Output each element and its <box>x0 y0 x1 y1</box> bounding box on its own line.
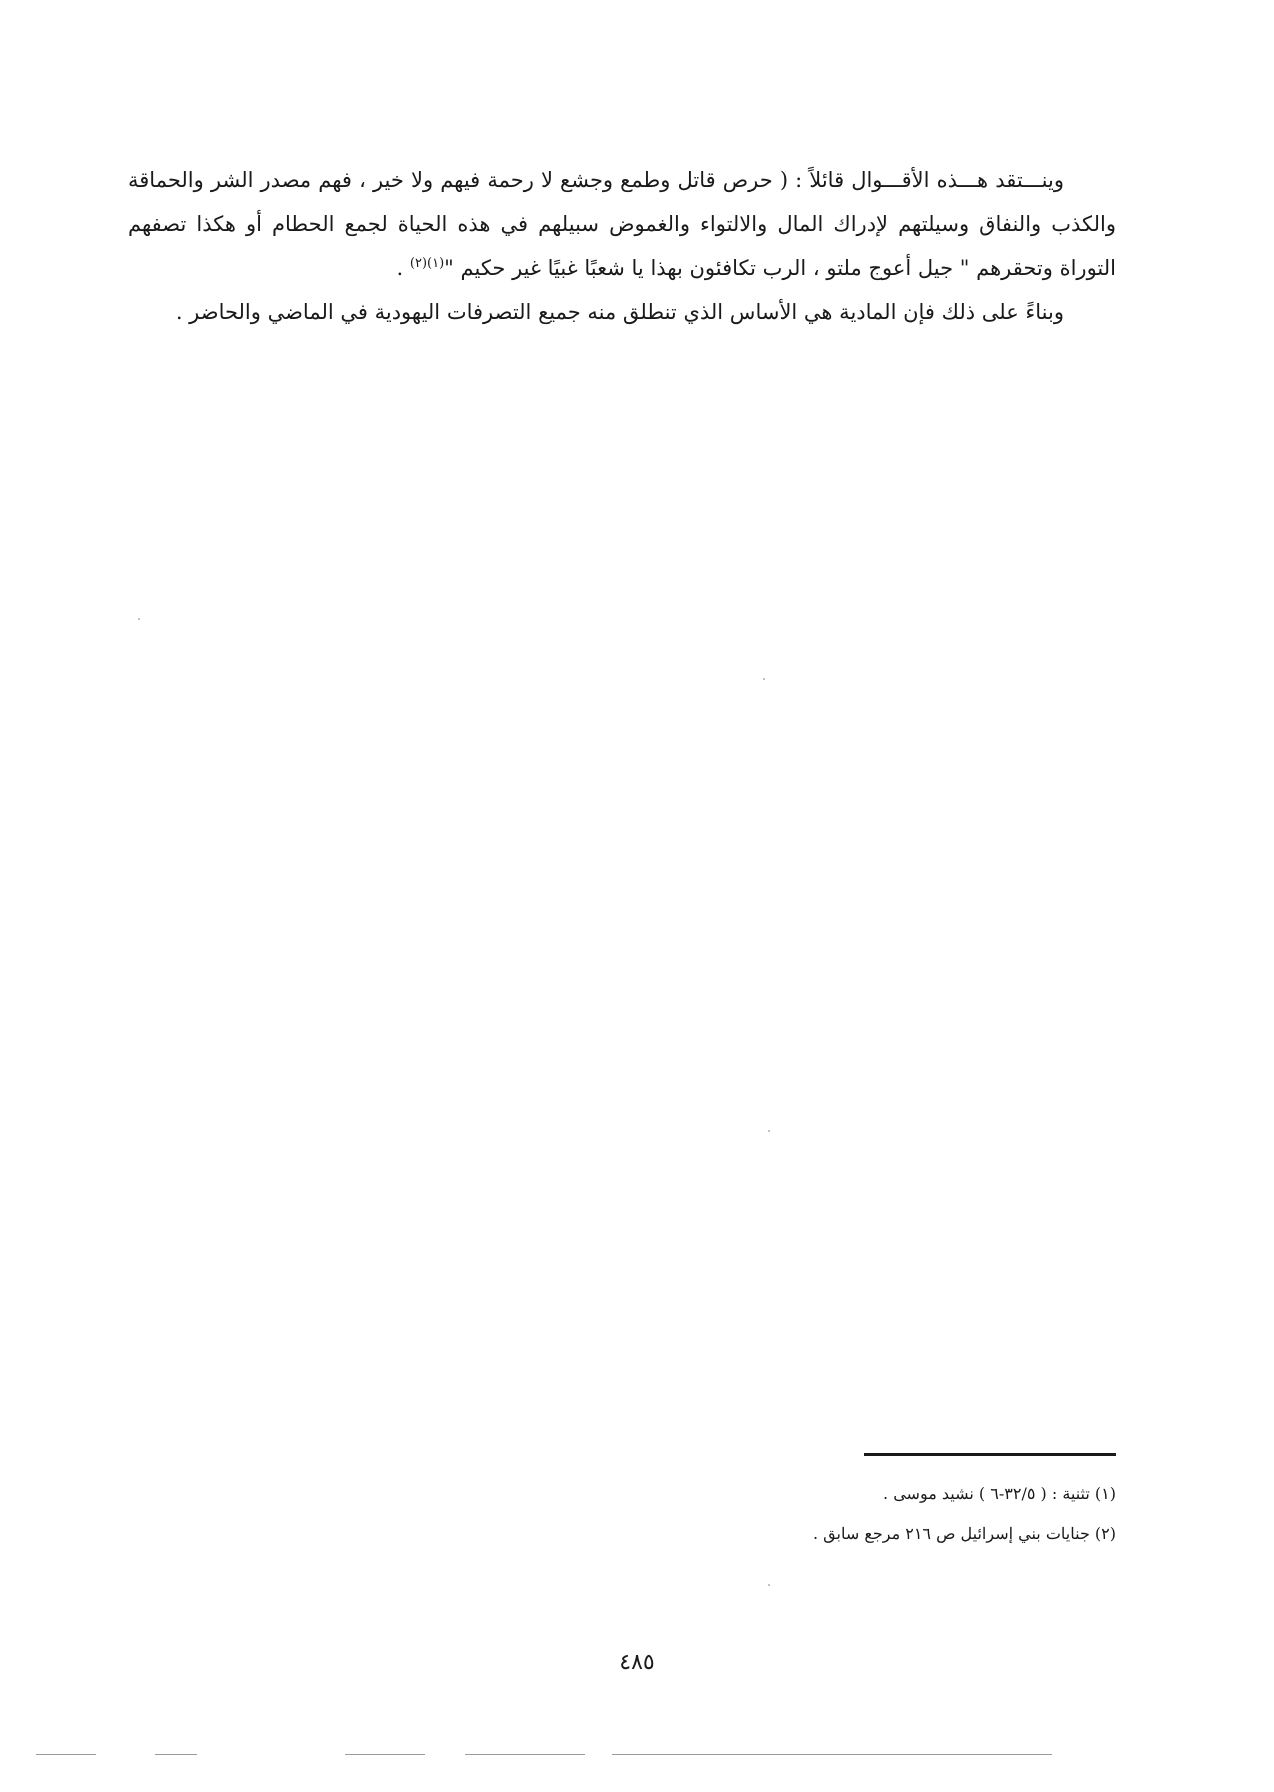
paragraph-1 <box>128 158 1116 290</box>
paragraph-2: وبناءً على ذلك فإن المادية هي الأساس الذي تنطلق منه جميع التصرفات اليهودية في الماضي والحاضر . <box>175 300 1064 324</box>
footnote-2: (٢) جنايات بني إسرائيل ص ٢١٦ مرجع سابق . <box>813 1524 1116 1543</box>
scan-artifact-line <box>36 1754 96 1755</box>
paragraph-1-text: وينـــتقد هـــذه الأقـــوال قائلاً : ( حرص قاتل وطمع وجشع لا رحمة فيهم ولا خير ، فهم مصدر الشر والحماقة والكذب والنفاق وسيلتهم لإدراك المال والالتواء والغموض سبيلهم في هذه الحياة لجمع الحطام أو هكذا تصفهم التوراة وتحقرهم " جيل أعوج ملتو ، الرب تكافئون بهذا يا شعبًا غبيًا غير حكيم " <box>128 168 1116 280</box>
footnote-separator <box>864 1453 1116 1456</box>
paragraph-1-end: . <box>396 256 410 280</box>
page-number: ٤٨٥ <box>619 1650 655 1675</box>
footnote-ref-1: (١) <box>427 256 445 271</box>
footnote-1: (١) تثنية : ( ٣٢/٥-٦ ) نشيد موسى . <box>883 1484 1116 1503</box>
body-text <box>128 158 1116 334</box>
scan-speck <box>763 678 765 680</box>
scan-artifact-line <box>155 1754 197 1755</box>
scan-speck <box>768 1584 770 1586</box>
scan-artifact-line <box>612 1754 1052 1755</box>
footnotes <box>300 1474 1116 1554</box>
scan-speck <box>768 1130 770 1132</box>
footnote-ref-2: (٢) <box>409 256 428 271</box>
scan-artifact-line <box>465 1754 585 1755</box>
scan-artifact-line <box>345 1754 425 1755</box>
scan-speck <box>138 618 140 620</box>
